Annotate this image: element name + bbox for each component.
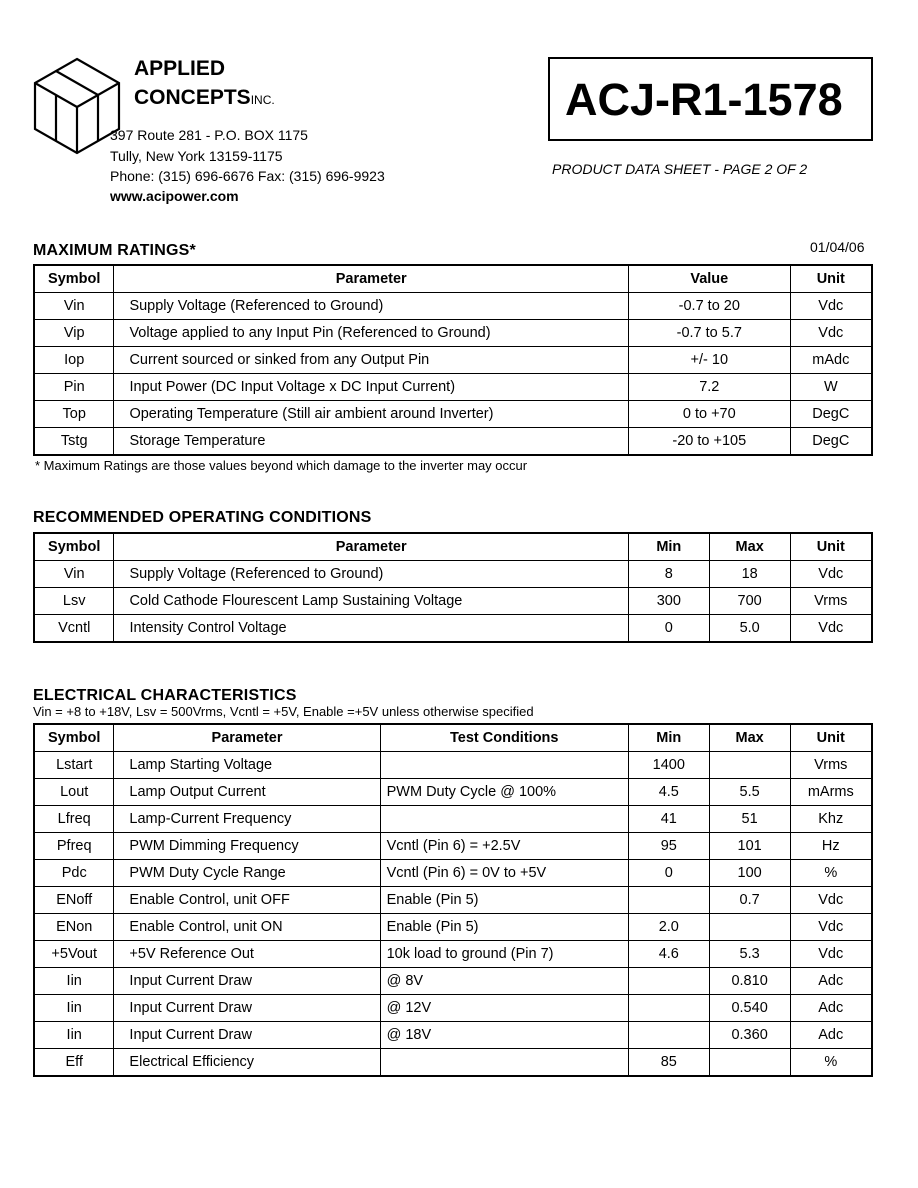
website: www.acipower.com	[110, 188, 239, 204]
unit-cell: Vdc	[790, 320, 872, 347]
min-cell: 41	[628, 806, 709, 833]
max-cell: 0.7	[709, 887, 790, 914]
table-row	[34, 374, 872, 401]
company-suffix: INC.	[250, 93, 275, 107]
elec-table	[33, 723, 873, 1077]
min-cell: 0	[628, 860, 709, 887]
table-row	[34, 995, 872, 1022]
symbol-cell: Tstg	[34, 428, 114, 456]
elec-conditions: Vin = +8 to +18V, Lsv = 500Vrms, Vcntl = +5V, Enable =+5V unless otherwise specified	[33, 704, 534, 719]
table-row	[34, 941, 872, 968]
value-cell: 7.2	[628, 374, 790, 401]
symbol-cell: Vip	[34, 320, 114, 347]
unit-cell: DegC	[790, 401, 872, 428]
unit-cell: %	[790, 1049, 872, 1077]
unit-cell: Khz	[790, 806, 872, 833]
phone-fax: Phone: (315) 696-6676 Fax: (315) 696-9923	[110, 168, 385, 184]
table-row	[34, 428, 872, 456]
table-row	[34, 320, 872, 347]
max-cell: 0.810	[709, 968, 790, 995]
max-cell: 5.0	[709, 615, 790, 643]
unit-cell: Vrms	[790, 752, 872, 779]
address-line1: 397 Route 281 - P.O. BOX 1175	[110, 127, 308, 143]
max-cell: 700	[709, 588, 790, 615]
symbol-cell: Top	[34, 401, 114, 428]
unit-cell: Adc	[790, 968, 872, 995]
test-condition-cell	[380, 752, 628, 779]
table-row	[34, 968, 872, 995]
header-parameter: Parameter	[114, 724, 380, 752]
max-cell	[709, 752, 790, 779]
test-condition-cell: 10k load to ground (Pin 7)	[380, 941, 628, 968]
symbol-cell: Vcntl	[34, 615, 114, 643]
unit-cell: Hz	[790, 833, 872, 860]
unit-cell: Vdc	[790, 941, 872, 968]
max-cell	[709, 1049, 790, 1077]
min-cell: 2.0	[628, 914, 709, 941]
table-row	[34, 860, 872, 887]
parameter-cell: Input Current Draw	[114, 968, 380, 995]
part-number: ACJ-R1-1578	[565, 74, 843, 125]
table-row	[34, 347, 872, 374]
unit-cell: W	[790, 374, 872, 401]
elec-title: ELECTRICAL CHARACTERISTICS	[33, 687, 297, 704]
value-cell: -20 to +105	[628, 428, 790, 456]
header-parameter: Parameter	[114, 533, 628, 561]
max-ratings-table	[33, 264, 873, 456]
table-row	[34, 1022, 872, 1049]
table-row	[34, 401, 872, 428]
min-cell	[628, 968, 709, 995]
value-cell: -0.7 to 20	[628, 293, 790, 320]
parameter-cell: Electrical Efficiency	[114, 1049, 380, 1077]
symbol-cell: Lfreq	[34, 806, 114, 833]
symbol-cell: Pin	[34, 374, 114, 401]
min-cell: 0	[628, 615, 709, 643]
test-condition-cell	[380, 806, 628, 833]
page-label: PRODUCT DATA SHEET - PAGE 2 OF 2	[552, 161, 808, 177]
parameter-cell: Storage Temperature	[114, 428, 629, 456]
test-condition-cell: Enable (Pin 5)	[380, 914, 628, 941]
min-cell	[628, 887, 709, 914]
table-row	[34, 914, 872, 941]
parameter-cell: PWM Dimming Frequency	[114, 833, 380, 860]
unit-cell: DegC	[790, 428, 872, 456]
table-row	[34, 1049, 872, 1077]
table-header-row	[34, 533, 872, 561]
parameter-cell: Intensity Control Voltage	[114, 615, 628, 643]
table-header-row	[34, 724, 872, 752]
symbol-cell: Lstart	[34, 752, 114, 779]
table-row	[34, 833, 872, 860]
unit-cell: Vdc	[790, 293, 872, 320]
address-line2: Tully, New York 13159-1175	[110, 148, 283, 164]
parameter-cell: Enable Control, unit OFF	[114, 887, 380, 914]
rec-conditions-title: RECOMMENDED OPERATING CONDITIONS	[33, 509, 372, 526]
parameter-cell: Supply Voltage (Referenced to Ground)	[114, 561, 628, 588]
unit-cell: Adc	[790, 995, 872, 1022]
min-cell	[628, 1022, 709, 1049]
header-test-conditions: Test Conditions	[380, 724, 628, 752]
max-ratings-footnote: * Maximum Ratings are those values beyond which damage to the inverter may occur	[35, 458, 528, 473]
parameter-cell: Input Current Draw	[114, 1022, 380, 1049]
parameter-cell: Supply Voltage (Referenced to Ground)	[114, 293, 629, 320]
symbol-cell: +5Vout	[34, 941, 114, 968]
header-unit: Unit	[790, 265, 872, 293]
header-unit: Unit	[790, 724, 872, 752]
header-max: Max	[709, 533, 790, 561]
symbol-cell: Pfreq	[34, 833, 114, 860]
table-row	[34, 615, 872, 643]
symbol-cell: Vin	[34, 293, 114, 320]
symbol-cell: Iin	[34, 968, 114, 995]
value-cell: 0 to +70	[628, 401, 790, 428]
max-cell: 18	[709, 561, 790, 588]
unit-cell: Vdc	[790, 887, 872, 914]
parameter-cell: Input Current Draw	[114, 995, 380, 1022]
min-cell: 8	[628, 561, 709, 588]
test-condition-cell: @ 8V	[380, 968, 628, 995]
parameter-cell: Enable Control, unit ON	[114, 914, 380, 941]
symbol-cell: Eff	[34, 1049, 114, 1077]
value-cell: +/- 10	[628, 347, 790, 374]
symbol-cell: Iop	[34, 347, 114, 374]
value-cell: -0.7 to 5.7	[628, 320, 790, 347]
parameter-cell: Lamp Output Current	[114, 779, 380, 806]
test-condition-cell: @ 18V	[380, 1022, 628, 1049]
symbol-cell: Vin	[34, 561, 114, 588]
table-row	[34, 779, 872, 806]
parameter-cell: Input Power (DC Input Voltage x DC Input Current)	[114, 374, 629, 401]
header-value: Value	[628, 265, 790, 293]
unit-cell: mAdc	[790, 347, 872, 374]
test-condition-cell	[380, 1049, 628, 1077]
min-cell: 4.5	[628, 779, 709, 806]
symbol-cell: Pdc	[34, 860, 114, 887]
document-date: 01/04/06	[810, 239, 865, 255]
max-cell: 51	[709, 806, 790, 833]
table-row	[34, 293, 872, 320]
parameter-cell: Voltage applied to any Input Pin (Referenced to Ground)	[114, 320, 629, 347]
test-condition-cell: Vcntl (Pin 6) = 0V to +5V	[380, 860, 628, 887]
max-cell: 5.3	[709, 941, 790, 968]
header-symbol: Symbol	[34, 533, 114, 561]
header-symbol: Symbol	[34, 724, 114, 752]
symbol-cell: Iin	[34, 995, 114, 1022]
table-row	[34, 752, 872, 779]
header-min: Min	[628, 533, 709, 561]
rec-conditions-table	[33, 532, 873, 643]
company-name-line1: APPLIED	[134, 57, 226, 80]
min-cell	[628, 995, 709, 1022]
parameter-cell: Current sourced or sinked from any Output Pin	[114, 347, 629, 374]
header-symbol: Symbol	[34, 265, 114, 293]
unit-cell: Adc	[790, 1022, 872, 1049]
unit-cell: Vrms	[790, 588, 872, 615]
symbol-cell: Lsv	[34, 588, 114, 615]
symbol-cell: ENon	[34, 914, 114, 941]
header-max: Max	[709, 724, 790, 752]
symbol-cell: ENoff	[34, 887, 114, 914]
max-cell: 101	[709, 833, 790, 860]
unit-cell: %	[790, 860, 872, 887]
part-number-box	[548, 57, 873, 141]
parameter-cell: Lamp Starting Voltage	[114, 752, 380, 779]
parameter-cell: Lamp-Current Frequency	[114, 806, 380, 833]
table-row	[34, 806, 872, 833]
test-condition-cell: Enable (Pin 5)	[380, 887, 628, 914]
table-row	[34, 588, 872, 615]
company-name-line2: CONCEPTSINC.	[134, 86, 275, 109]
max-cell: 5.5	[709, 779, 790, 806]
parameter-cell: PWM Duty Cycle Range	[114, 860, 380, 887]
test-condition-cell: @ 12V	[380, 995, 628, 1022]
unit-cell: Vdc	[790, 914, 872, 941]
company-logo-icon	[33, 57, 121, 167]
max-cell: 100	[709, 860, 790, 887]
header-parameter: Parameter	[114, 265, 629, 293]
parameter-cell: Cold Cathode Flourescent Lamp Sustaining Voltage	[114, 588, 628, 615]
parameter-cell: +5V Reference Out	[114, 941, 380, 968]
min-cell: 85	[628, 1049, 709, 1077]
table-row	[34, 561, 872, 588]
unit-cell: Vdc	[790, 561, 872, 588]
header-min: Min	[628, 724, 709, 752]
unit-cell: Vdc	[790, 615, 872, 643]
min-cell: 300	[628, 588, 709, 615]
unit-cell: mArms	[790, 779, 872, 806]
table-header-row	[34, 265, 872, 293]
max-cell: 0.540	[709, 995, 790, 1022]
min-cell: 95	[628, 833, 709, 860]
symbol-cell: Iin	[34, 1022, 114, 1049]
parameter-cell: Operating Temperature (Still air ambient around Inverter)	[114, 401, 629, 428]
max-cell: 0.360	[709, 1022, 790, 1049]
max-cell	[709, 914, 790, 941]
symbol-cell: Lout	[34, 779, 114, 806]
table-row	[34, 887, 872, 914]
min-cell: 1400	[628, 752, 709, 779]
test-condition-cell: PWM Duty Cycle @ 100%	[380, 779, 628, 806]
max-ratings-title: MAXIMUM RATINGS*	[33, 242, 196, 259]
header-unit: Unit	[790, 533, 872, 561]
min-cell: 4.6	[628, 941, 709, 968]
test-condition-cell: Vcntl (Pin 6) = +2.5V	[380, 833, 628, 860]
